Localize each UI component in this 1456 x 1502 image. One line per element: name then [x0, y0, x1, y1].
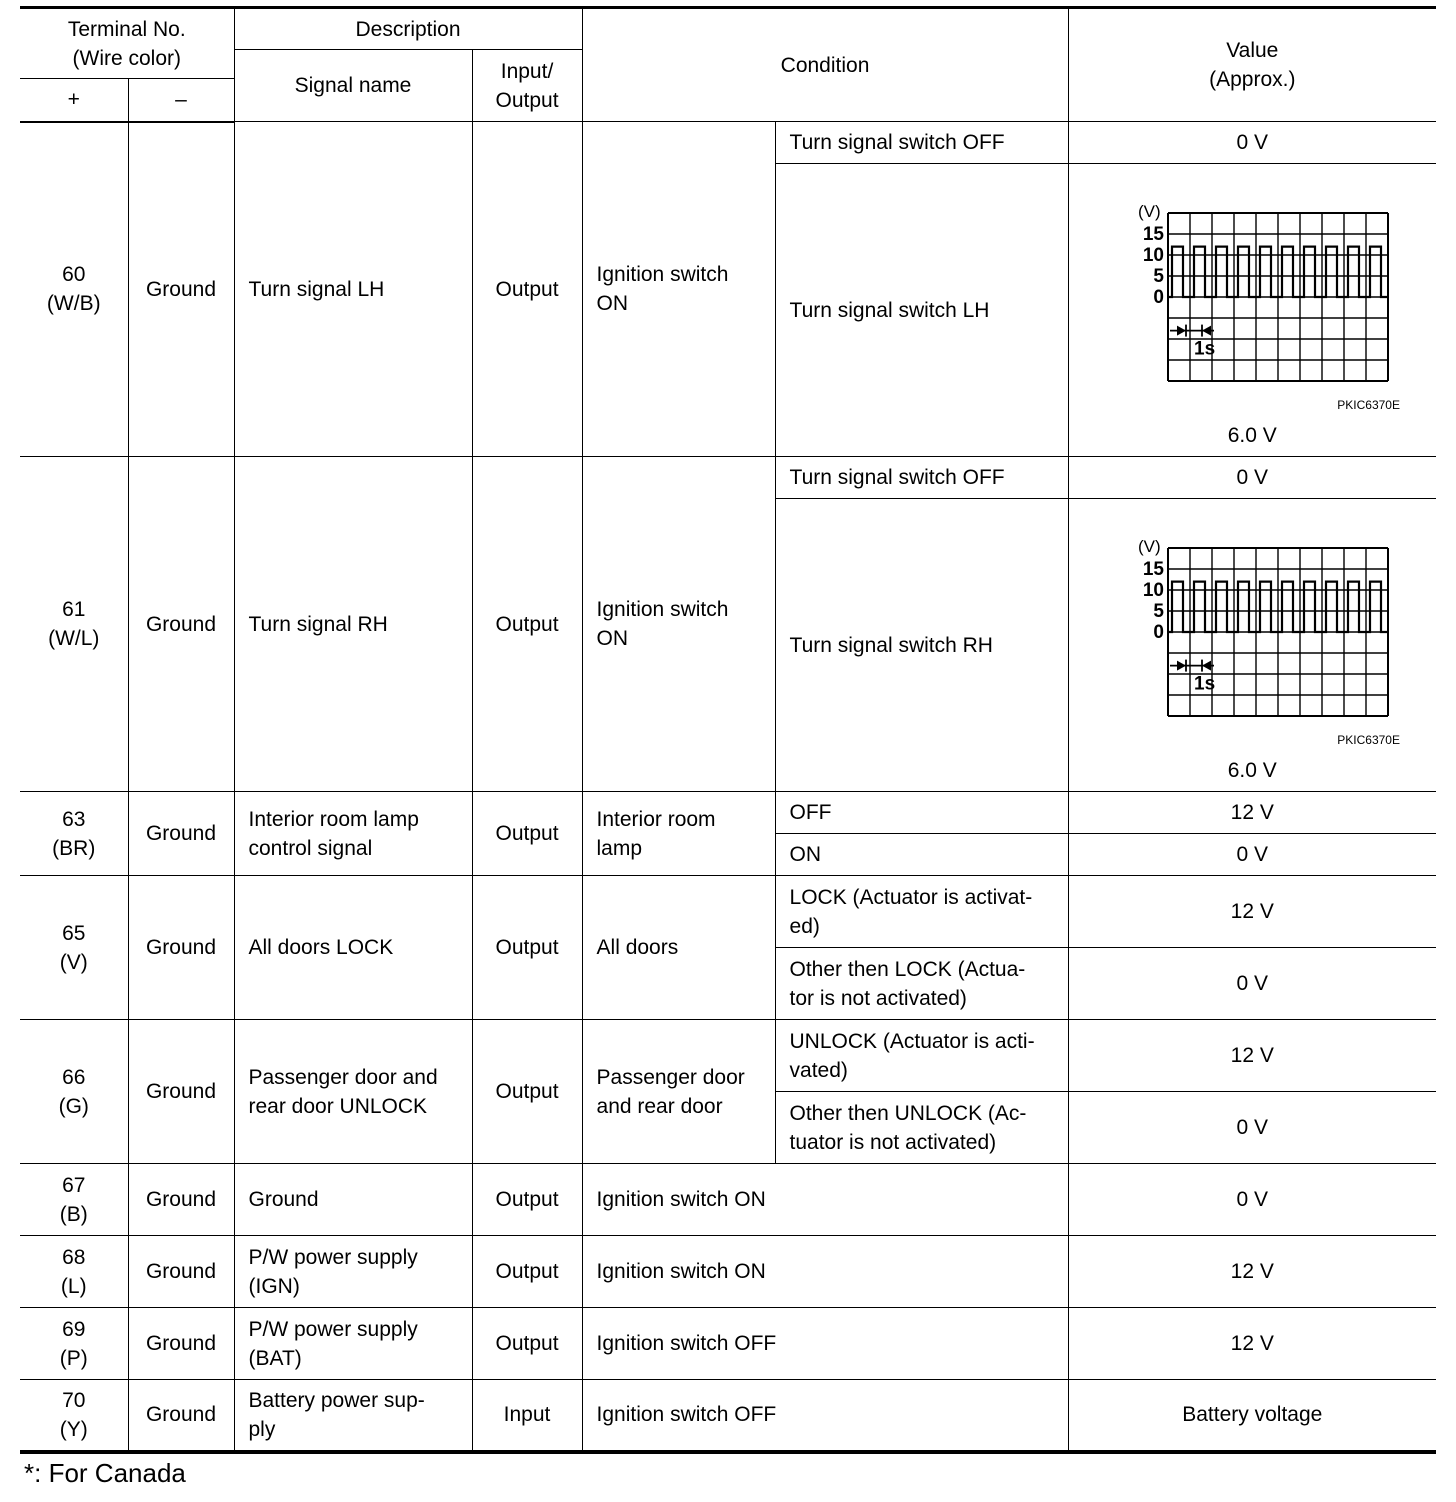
io-cell: Output — [472, 1164, 582, 1236]
terminal-cell: 60 (W/B) — [20, 122, 128, 457]
value-cell: 12 V — [1068, 1236, 1436, 1308]
terminal-cell: 70 (Y) — [20, 1380, 128, 1452]
header-plus: + — [20, 79, 128, 122]
waveform-value: 6.0 V — [1227, 424, 1277, 447]
minus-cell: Ground — [128, 876, 234, 1020]
waveform-value: 6.0 V — [1227, 759, 1277, 782]
signal-name-cell: All doors LOCK — [234, 876, 472, 1020]
condition-cell: Ignition switch ON — [582, 1236, 1068, 1308]
signal-name-cell: Turn signal RH — [234, 457, 472, 792]
condition-cell: Passenger door and rear door — [582, 1020, 775, 1164]
io-cell: Output — [472, 1236, 582, 1308]
value-cell: 0 V — [1068, 948, 1436, 1020]
waveform-y-tick: 0 — [1153, 622, 1165, 643]
header-signal-name: Signal name — [234, 50, 472, 122]
condition-cell: Ignition switch ON — [582, 122, 775, 457]
sub-condition-cell: Turn signal switch OFF — [775, 457, 1068, 499]
turn-signal-waveform-lh — [1102, 205, 1402, 421]
sub-condition-cell: ON — [775, 834, 1068, 876]
io-cell: Output — [472, 1308, 582, 1380]
waveform-y-tick: 0 — [1153, 287, 1165, 308]
terminal-cell: 67 (B) — [20, 1164, 128, 1236]
signal-name-cell: Interior room lamp control signal — [234, 792, 472, 876]
minus-cell: Ground — [128, 1164, 234, 1236]
header-description: Description — [234, 8, 582, 50]
value-cell: 0 V — [1068, 122, 1436, 164]
header-terminal-no: Terminal No. (Wire color) — [20, 8, 234, 79]
turn-signal-waveform-rh — [1102, 540, 1402, 756]
value-cell: 12 V — [1068, 1020, 1436, 1092]
minus-cell: Ground — [128, 457, 234, 792]
time-marker-arrow — [1202, 326, 1211, 336]
signal-name-cell: P/W power supply (BAT) — [234, 1308, 472, 1380]
signal-name-cell: Turn signal LH — [234, 122, 472, 457]
value-cell: 12 V — [1068, 792, 1436, 834]
minus-cell: Ground — [128, 792, 234, 876]
value-cell: 12 V — [1068, 876, 1436, 948]
io-cell: Output — [472, 792, 582, 876]
sub-condition-cell: Turn signal switch RH — [775, 499, 1068, 792]
value-cell: 0 V — [1068, 1164, 1436, 1236]
value-cell: 12 V — [1068, 1308, 1436, 1380]
time-marker-arrow — [1177, 326, 1186, 336]
signal-name-cell: Ground — [234, 1164, 472, 1236]
terminal-inspection-table — [20, 6, 1436, 1454]
waveform-unit-label: (V) — [1138, 540, 1161, 556]
terminal-cell: 61 (W/L) — [20, 457, 128, 792]
waveform-unit-label: (V) — [1138, 205, 1161, 221]
condition-cell: Ignition switch ON — [582, 1164, 1068, 1236]
time-scale-label: 1s — [1194, 338, 1216, 360]
signal-name-cell: Battery power sup- ply — [234, 1380, 472, 1452]
sub-condition-cell: Turn signal switch LH — [775, 164, 1068, 457]
minus-cell: Ground — [128, 1308, 234, 1380]
sub-condition-cell: OFF — [775, 792, 1068, 834]
condition-cell: Ignition switch OFF — [582, 1308, 1068, 1380]
signal-name-cell: P/W power supply (IGN) — [234, 1236, 472, 1308]
terminal-cell: 66 (G) — [20, 1020, 128, 1164]
terminal-table-sheet — [20, 6, 1436, 1454]
condition-cell: Interior room lamp — [582, 792, 775, 876]
value-cell: 0 V — [1068, 834, 1436, 876]
header-input-output: Input/ Output — [472, 50, 582, 122]
time-marker-arrow — [1177, 661, 1186, 671]
header-minus: – — [128, 79, 234, 122]
minus-cell: Ground — [128, 1020, 234, 1164]
figure-code: PKIC6370E — [1337, 733, 1401, 747]
value-cell-waveform — [1068, 164, 1436, 457]
time-marker-arrow — [1202, 661, 1211, 671]
waveform-y-tick: 5 — [1153, 601, 1165, 622]
io-cell: Output — [472, 457, 582, 792]
waveform-y-tick: 10 — [1143, 245, 1165, 266]
minus-cell: Ground — [128, 122, 234, 457]
terminal-cell: 69 (P) — [20, 1308, 128, 1380]
sub-condition-cell: LOCK (Actuator is activat- ed) — [775, 876, 1068, 948]
header-value: Value (Approx.) — [1068, 8, 1436, 122]
condition-cell: Ignition switch OFF — [582, 1380, 1068, 1452]
sub-condition-cell: Other then LOCK (Actua- tor is not activated) — [775, 948, 1068, 1020]
io-cell: Input — [472, 1380, 582, 1452]
value-cell-waveform — [1068, 499, 1436, 792]
minus-cell: Ground — [128, 1380, 234, 1452]
io-cell: Output — [472, 1020, 582, 1164]
figure-code: PKIC6370E — [1337, 398, 1401, 412]
waveform-y-tick: 15 — [1143, 559, 1165, 580]
value-cell: 0 V — [1068, 457, 1436, 499]
header-condition: Condition — [582, 8, 1068, 122]
terminal-cell: 68 (L) — [20, 1236, 128, 1308]
minus-cell: Ground — [128, 1236, 234, 1308]
signal-name-cell: Passenger door and rear door UNLOCK — [234, 1020, 472, 1164]
value-cell: 0 V — [1068, 1092, 1436, 1164]
io-cell: Output — [472, 122, 582, 457]
value-cell: Battery voltage — [1068, 1380, 1436, 1452]
condition-cell: All doors — [582, 876, 775, 1020]
sub-condition-cell: Other then UNLOCK (Ac- tuator is not activated) — [775, 1092, 1068, 1164]
condition-cell: Ignition switch ON — [582, 457, 775, 792]
terminal-cell: 63 (BR) — [20, 792, 128, 876]
terminal-cell: 65 (V) — [20, 876, 128, 1020]
footnote: *: For Canada — [24, 1458, 186, 1488]
waveform-y-tick: 5 — [1153, 266, 1165, 287]
sub-condition-cell: UNLOCK (Actuator is acti- vated) — [775, 1020, 1068, 1092]
sub-condition-cell: Turn signal switch OFF — [775, 122, 1068, 164]
io-cell: Output — [472, 876, 582, 1020]
waveform-y-tick: 10 — [1143, 580, 1165, 601]
waveform-y-tick: 15 — [1143, 224, 1165, 245]
time-scale-label: 1s — [1194, 673, 1216, 695]
